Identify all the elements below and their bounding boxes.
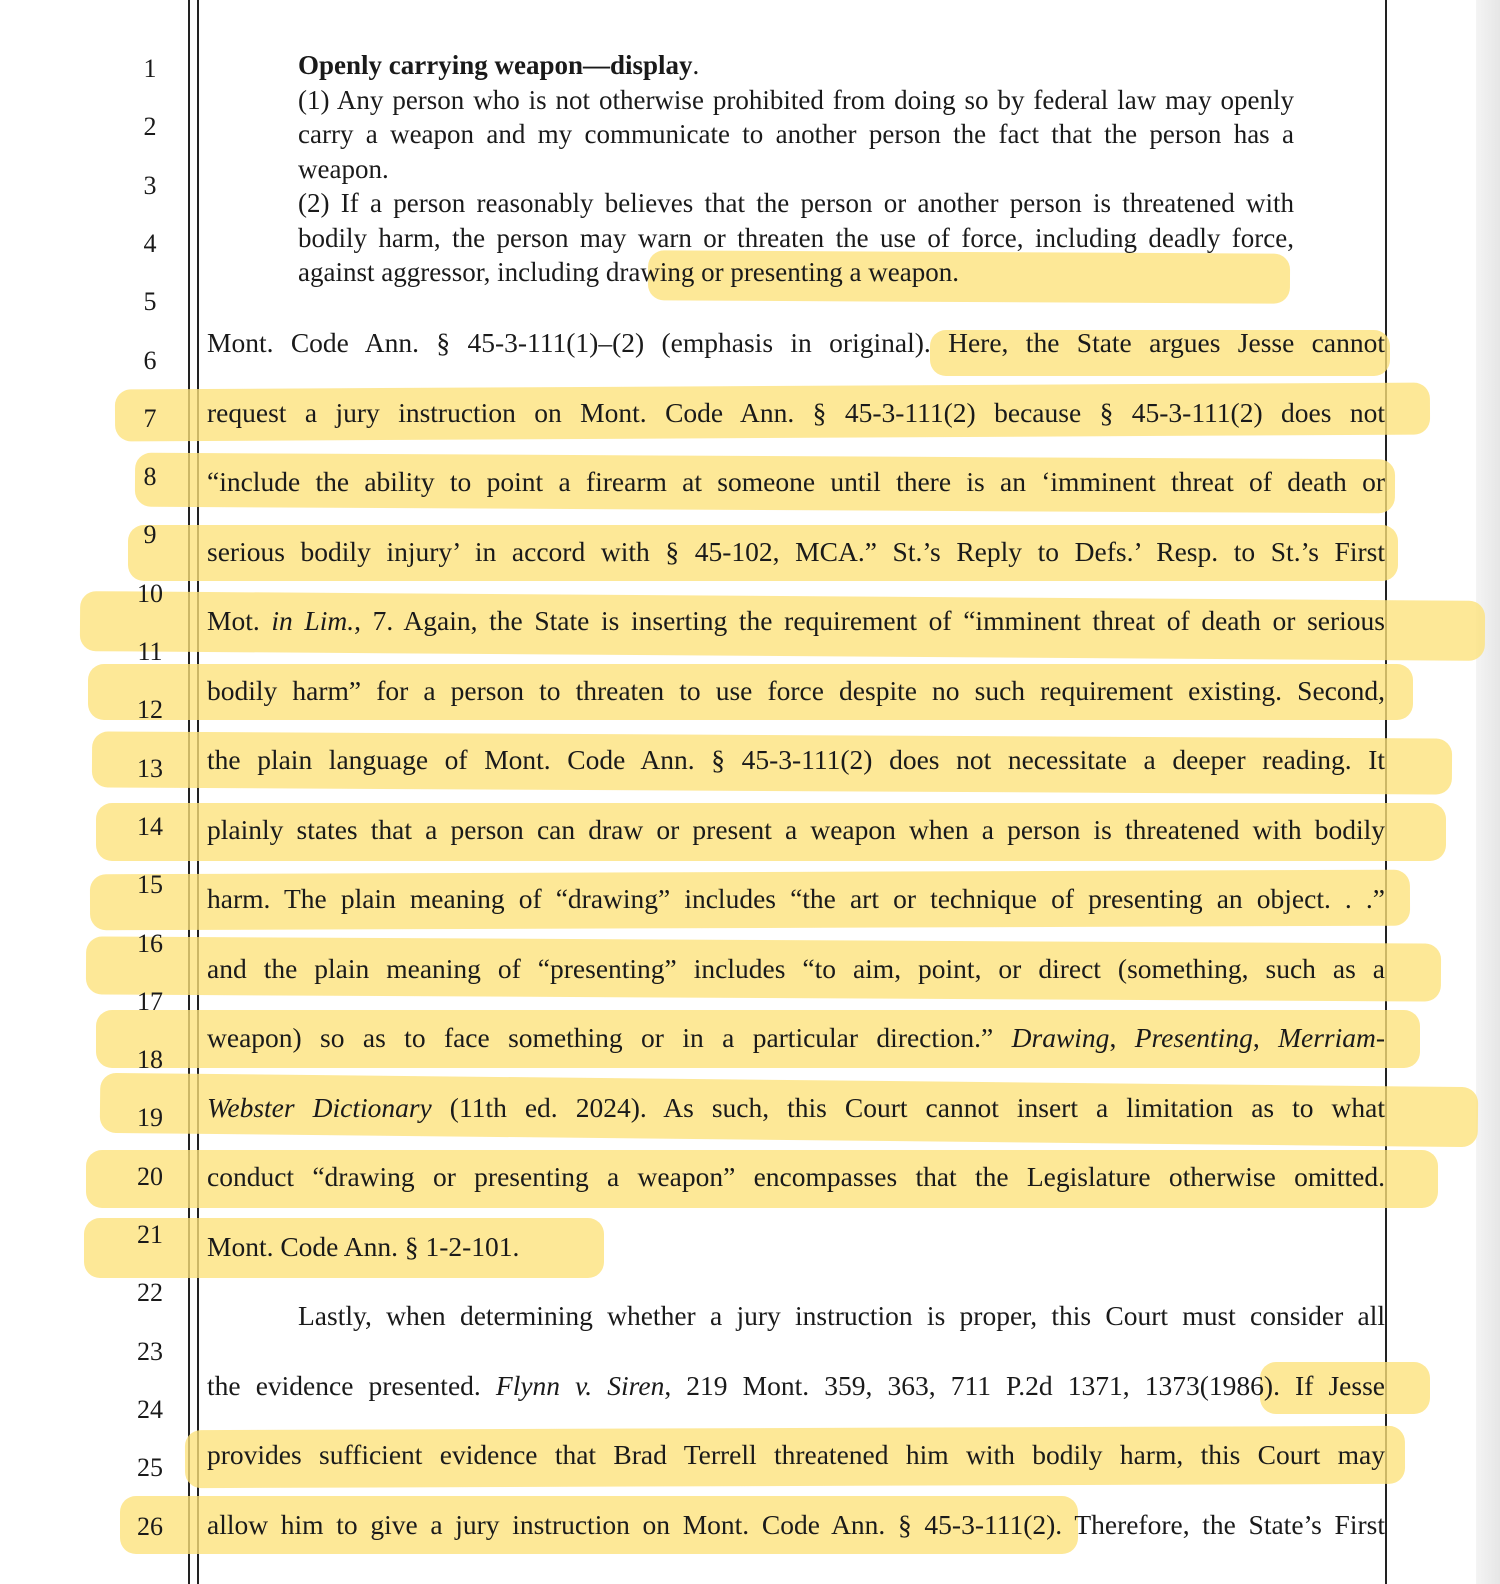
body-line: plainly states that a person can draw or present a weapon when a person is threatened with bodily <box>207 814 1385 845</box>
body-line: the plain language of Mont. Code Ann. § 45-3-111(2) does not necessitate a deeper reading. It <box>207 744 1385 775</box>
line-number: 14 <box>137 812 163 841</box>
body-line: conduct “drawing or presenting a weapon” encompasses that the Legislature otherwise omitted. <box>207 1161 1385 1192</box>
body-text: Mot. <box>207 605 272 636</box>
line-number: 3 <box>143 171 157 200</box>
body-text: , 7. Again, the State is inserting the requirement of “imminent threat of death or serious <box>354 605 1385 636</box>
line-number: 23 <box>137 1337 163 1366</box>
body-line: harm. The plain meaning of “drawing” includes “the art or technique of presenting an object. . .” <box>207 883 1385 914</box>
citation-italic: Merriam- <box>1278 1022 1385 1053</box>
body-line: request a jury instruction on Mont. Code Ann. § 45-3-111(2) because § 45-3-111(2) does not <box>207 397 1385 428</box>
line-number: 26 <box>137 1512 163 1541</box>
body-line: bodily harm” for a person to threaten to use force despite no such requirement existing. Second, <box>207 675 1385 706</box>
body-text: weapon) so as to face something or in a particular direction.” <box>207 1022 1012 1053</box>
line-number: 19 <box>137 1103 163 1132</box>
line-number: 24 <box>137 1395 163 1424</box>
statute-paragraph-1: (1) Any person who is not otherwise prohibited from doing so by federal law may openly carry a weapon and my communicate to another person the fact that the person has a weapon. <box>298 84 1294 184</box>
body-line <box>207 1091 1385 1125</box>
body-line: allow him to give a jury instruction on Mont. Code Ann. § 45-3-111(2). Therefore, the State’s First <box>207 1509 1385 1540</box>
citation-italic: Drawing <box>1011 1022 1110 1053</box>
margin-rule-left-inner <box>197 0 199 1584</box>
statute-heading-line <box>298 48 1294 83</box>
line-number: 9 <box>143 520 157 549</box>
body-text: , 219 Mont. 359, 363, 711 P.2d 1371, 1373(1986). If Jesse <box>664 1370 1385 1401</box>
citation-italic: Presenting <box>1134 1022 1253 1053</box>
line-number: 21 <box>137 1220 163 1249</box>
line-number: 20 <box>137 1162 163 1191</box>
line-number: 2 <box>143 112 157 141</box>
citation-italic: in Lim. <box>271 605 355 636</box>
line-number: 10 <box>137 579 163 608</box>
citation-italic: Flynn v. Siren <box>495 1370 665 1401</box>
body-line: Mont. Code Ann. § 1-2-101. <box>207 1231 520 1262</box>
margin-rule-left-outer <box>188 0 190 1584</box>
body-line: provides sufficient evidence that Brad Terrell threatened him with bodily harm, this Court may <box>207 1439 1385 1470</box>
body-line: and the plain meaning of “presenting” includes “to aim, point, or direct (something, such as a <box>207 953 1385 984</box>
line-number: 22 <box>137 1278 163 1307</box>
line-number: 4 <box>143 229 157 258</box>
line-number: 16 <box>137 929 163 958</box>
body-line: “include the ability to point a firearm at someone until there is an ‘imminent threat of death or <box>207 466 1385 497</box>
body-text: , <box>1252 1022 1279 1053</box>
line-number: 25 <box>137 1453 163 1482</box>
statute-block-quote <box>298 48 1294 290</box>
citation-italic: Webster Dictionary <box>207 1092 432 1123</box>
line-number: 8 <box>143 462 157 491</box>
body-line: Lastly, when determining whether a jury instruction is proper, this Court must consider all <box>298 1300 1385 1331</box>
line-number: 18 <box>137 1045 163 1074</box>
statute-heading: Openly carrying weapon—display <box>298 50 693 80</box>
line-number: 13 <box>137 754 163 783</box>
line-number: 1 <box>143 54 157 83</box>
body-text: the evidence presented. <box>207 1370 496 1401</box>
body-line <box>207 1369 1385 1403</box>
body-text: (11th ed. 2024). As such, this Court cannot insert a limitation as to what <box>431 1092 1385 1123</box>
line-number: 6 <box>143 346 157 375</box>
page-edge-shadow <box>1476 0 1500 1584</box>
body-line <box>207 1021 1385 1055</box>
line-number: 12 <box>137 695 163 724</box>
line-number: 11 <box>137 637 163 666</box>
body-text: , <box>1109 1022 1135 1053</box>
statute-paragraph-2: (2) If a person reasonably believes that the person or another person is threatened with bodily harm, the person may warn or threaten the use of force, including deadly force, against aggressor, including drawing or presenting a weapon. <box>298 188 1294 287</box>
line-number: 7 <box>143 404 157 433</box>
line-number: 17 <box>137 987 163 1016</box>
line-number: 15 <box>137 870 163 899</box>
body-line <box>207 604 1385 638</box>
statute-heading-period: . <box>692 50 700 80</box>
body-line: serious bodily injury’ in accord with § 45-102, MCA.” St.’s Reply to Defs.’ Resp. to St.’s First <box>207 536 1385 567</box>
body-line: Mont. Code Ann. § 45-3-111(1)–(2) (emphasis in original). Here, the State argues Jesse cannot <box>207 327 1385 358</box>
line-number: 5 <box>143 287 157 316</box>
